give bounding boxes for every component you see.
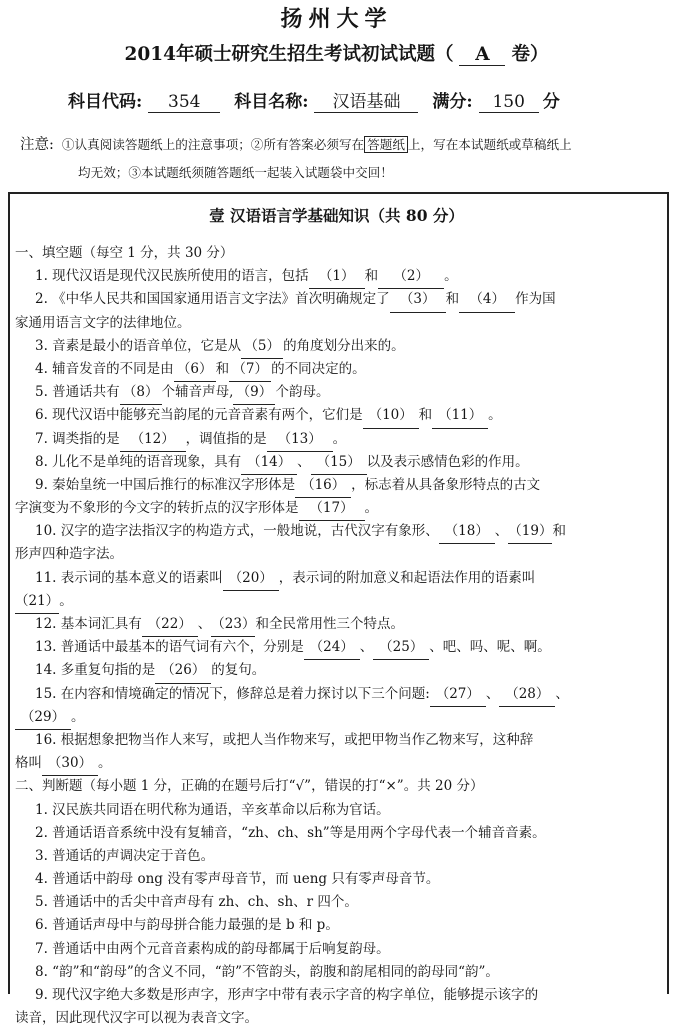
q-text: 作为国: [515, 291, 556, 308]
q-text: 的角度划分出来的。: [283, 337, 405, 354]
subtitle-suffix: 卷）: [511, 44, 549, 65]
part1-heading: 一、填空题（每空 1 分，共 30 分）: [15, 245, 234, 261]
judge-item: 3. 普通话的声调决定于音色。: [35, 847, 215, 864]
q-text: 1. 现代汉语是现代汉民族所使用的语言，包括: [35, 268, 309, 285]
answer-blank: （4）: [459, 288, 515, 312]
q-text: 。: [98, 755, 112, 772]
q-text: 2. 《中华人民共和国国家通用语言文字法》首次明确规定了: [35, 291, 390, 308]
answer-blank: （14）: [241, 451, 297, 475]
answer-blank: （17）: [299, 497, 365, 521]
answer-blank: （5）: [241, 335, 283, 359]
question-9: [15, 474, 661, 497]
q-text: 和全民常用性三个特点。: [255, 616, 404, 632]
question-4: [15, 358, 661, 381]
answer-blank: （8）: [120, 381, 162, 405]
question-15: [15, 683, 661, 706]
question-11-cont: [15, 590, 661, 613]
subject-name: 汉语基础: [314, 87, 418, 113]
q-text: 以及表示感情色彩的作用。: [366, 453, 529, 470]
answer-blank: （22）: [142, 613, 198, 637]
answer-blank: （26）: [155, 659, 211, 683]
q-text: 、: [359, 639, 374, 656]
question-16: 16. 根据想象把物当作人来写，或把人当作物来写，或把甲物当作乙物来写，这种辞: [35, 731, 534, 748]
q-text: 的复句。: [211, 662, 266, 679]
subject-info: [68, 87, 560, 113]
subtitle-prefix: 2014年硕士研究生招生考试初试试题（: [124, 44, 454, 65]
answer-blank: （9）: [233, 381, 275, 405]
answer-blank: （6）: [174, 358, 216, 382]
q-text: 个辅音声母,: [161, 384, 234, 401]
judge-item: 9. 现代汉字绝大多数是形声字，形声字中带有表示字音的构字单位，能够提示该字的: [35, 987, 539, 1003]
question-14: [15, 659, 661, 682]
notice-line1-a: ①认真阅读答题纸上的注意事项；②所有答案必须写在: [61, 137, 365, 152]
question-9-cont: [15, 497, 661, 520]
question-2: [15, 288, 661, 311]
q-text: ，表示词的附加意义和起语法作用的语素叫: [278, 569, 536, 586]
answer-blank: （7）: [229, 358, 271, 382]
q-text: 8. 儿化不是单纯的语音现象，具有: [35, 453, 242, 470]
answer-blank: （13）: [267, 428, 333, 452]
q-text: 、: [297, 453, 311, 470]
answer-blank: （1）: [309, 265, 365, 289]
q-text: 个韵母。: [275, 384, 330, 401]
answer-blank: （11）: [432, 404, 488, 428]
q-text: ，调值指的是: [185, 430, 267, 447]
score-label: 满分:: [432, 92, 473, 112]
question-3: [15, 335, 661, 358]
q-text: 和: [552, 523, 566, 540]
q-text: 的不同决定的。: [271, 360, 366, 377]
subject-code: 354: [148, 92, 220, 113]
notice-block: [20, 131, 665, 186]
q-text: 。: [364, 500, 378, 517]
question-10: [15, 520, 661, 543]
q-text: 14. 多重复句指的是: [35, 662, 156, 679]
q-text: 和: [364, 268, 379, 285]
q-text: 4. 辅音发音的不同是由: [35, 360, 174, 377]
judge-item: 7. 普通话中由两个元音音素构成的韵母都属于后响复韵母。: [35, 940, 390, 957]
answer-blank: （2）: [378, 265, 444, 289]
answer-blank: （16）: [295, 474, 351, 498]
question-5: [15, 381, 661, 404]
question-6: [15, 404, 661, 427]
judge-item: 1. 汉民族共同语在明代称为通语，辛亥革命以后称为官话。: [35, 801, 390, 818]
notice-line1-b: 上，写在本试题纸或草稿纸上: [407, 137, 572, 152]
question-13: [15, 636, 661, 659]
q-text: 。: [59, 592, 73, 609]
q-text: 字演变为不象形的今文字的转折点的汉字形体是: [15, 500, 299, 517]
answer-blank: （27）: [430, 683, 486, 707]
q-text: 。: [444, 268, 458, 285]
question-1: [15, 265, 661, 288]
answer-blank: （18）: [439, 520, 495, 544]
q-text: 3. 音素是最小的语音单位，它是从: [35, 337, 242, 354]
notice-line2: 均无效；③本试题纸须随答题纸一起装入试题袋中交回！: [78, 165, 393, 180]
part2-heading: 二、判断题（每小题 1 分，正确的在题号后打“√”，错误的打“×”。共 20 分）: [15, 778, 484, 795]
exam-subtitle: [0, 40, 673, 66]
question-10-cont: 形声四种造字法。: [15, 546, 123, 563]
paper-version: A: [459, 44, 505, 66]
judge-item: 4. 普通话中韵母 ong 没有零声母音节，而 ueng 只有零声母音节。: [35, 871, 440, 888]
q-text: 13. 普通话中最基本的语气词有六个，分别是: [35, 639, 304, 656]
answer-blank: （24）: [304, 636, 360, 660]
q-text: 、吧、吗、呢、啊。: [429, 639, 551, 656]
answer-blank: （21）: [15, 590, 59, 614]
name-label: 科目名称:: [234, 92, 309, 112]
question-15-cont: [15, 706, 661, 729]
judge-item: 5. 普通话中的舌尖中音声母有 zh、ch、sh、r 四个。: [35, 894, 358, 911]
answer-blank: （29）: [15, 706, 71, 730]
q-text: 15. 在内容和情境确定的情况下，修辞总是着力探讨以下三个问题:: [35, 685, 430, 702]
q-text: 和: [418, 407, 433, 424]
q-text: 6. 现代汉语中能够充当韵尾的元音音素有两个，它们是: [35, 407, 363, 424]
q-text: 。: [332, 430, 347, 447]
code-label: 科目代码:: [68, 92, 143, 112]
judge-item: 8. “韵”和“韵母”的含义不同，“韵”不管韵头，韵腹和韵尾相同的韵母同“韵”。: [35, 963, 499, 980]
judge-item: 2. 普通话语音系统中没有复辅音，“zh、ch、sh”等是用两个字母代表一个辅音音素。: [35, 824, 546, 841]
section-title: 壹 汉语语言学基础知识（共 80 分）: [209, 206, 464, 225]
answer-blank: （25）: [373, 636, 429, 660]
q-text: 。: [488, 407, 502, 424]
q-text: 、: [485, 685, 500, 702]
question-16-cont: [15, 752, 661, 775]
question-12: [15, 613, 661, 636]
q-text: 、: [555, 685, 569, 702]
questions-body: [15, 242, 661, 1030]
answer-blank: （28）: [499, 683, 555, 707]
full-score: 150: [479, 92, 539, 113]
q-text: 、: [197, 616, 212, 632]
q-text: 、: [494, 523, 509, 540]
question-2-cont: 家通用语言文字的法律地位。: [15, 314, 191, 331]
answer-blank: （23）: [211, 613, 255, 637]
question-8: [15, 451, 661, 474]
q-text: 格叫: [15, 755, 42, 772]
answer-blank: （30）: [42, 752, 98, 776]
q-text: 9. 秦始皇统一中国后推行的标准汉字形体是: [35, 476, 296, 493]
score-unit: 分: [542, 92, 560, 112]
question-11: [15, 567, 661, 590]
q-text: 11. 表示词的基本意义的语素叫: [35, 569, 223, 586]
answer-blank: （19）: [508, 520, 552, 544]
answer-blank: （15）: [311, 451, 367, 475]
q-text: 和: [215, 360, 230, 377]
q-text: ，标志着从具备象形特点的古文: [351, 476, 541, 493]
q-text: 12. 基本词汇具有: [35, 616, 142, 632]
q-text: 7. 调类指的是: [35, 430, 120, 447]
q-text: 5. 普通话共有: [35, 384, 120, 401]
question-7: [15, 428, 661, 451]
answer-blank: （12）: [120, 428, 186, 452]
notice-label: 注意:: [20, 137, 54, 153]
answer-sheet-box: 答题纸: [364, 136, 408, 153]
answer-blank: （20）: [223, 567, 279, 591]
answer-blank: （3）: [390, 288, 446, 312]
q-text: 10. 汉字的造字法指汉字的构造方式，一般地说，古代汉字有象形、: [35, 523, 439, 540]
judge-item: 6. 普通话声母中与韵母拼合能力最强的是 b 和 p。: [35, 917, 339, 934]
answer-blank: （10）: [363, 404, 419, 428]
q-text: 。: [71, 708, 85, 725]
judge-item-cont: 读音，因此现代汉字可以视为表音文字。: [15, 1010, 258, 1027]
q-text: 和: [445, 291, 460, 308]
university-title: 扬州大学: [280, 6, 393, 32]
